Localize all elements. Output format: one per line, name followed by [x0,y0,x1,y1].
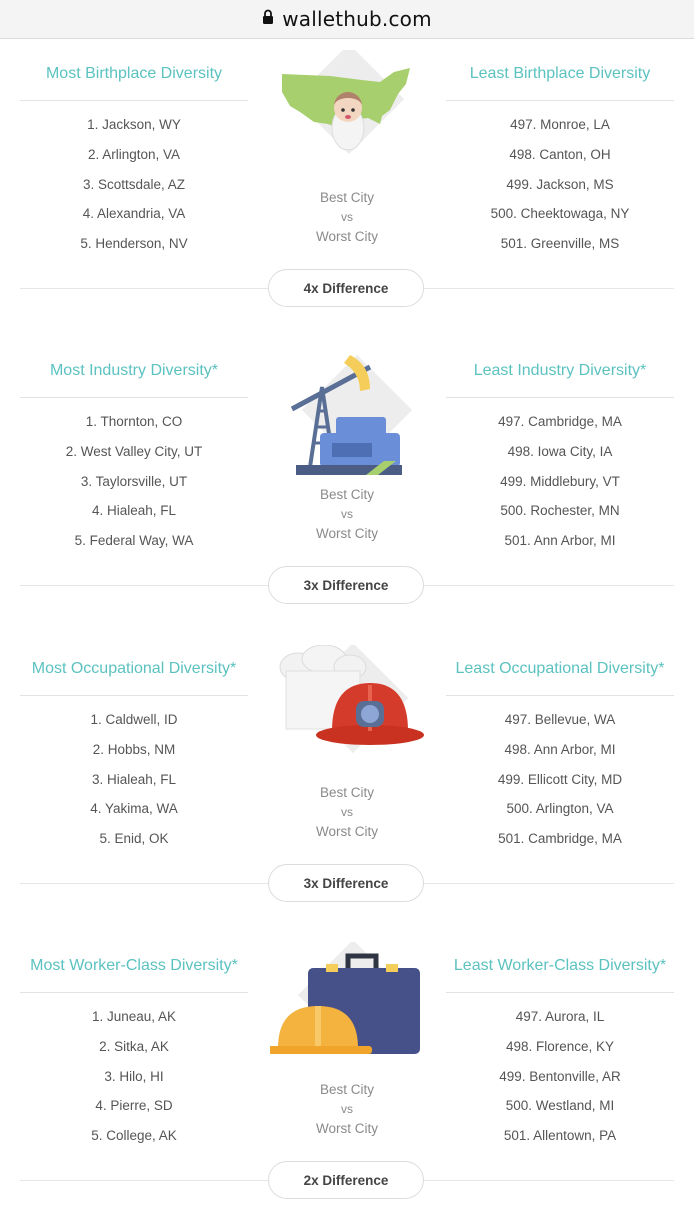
right-title: Least Worker-Class Diversity* [453,957,667,974]
list-item: 5. Enid, OK [99,831,169,847]
vs-label: vs [341,209,353,224]
best-vs-worst [290,1080,404,1139]
worst-city-label: Worst City [315,824,378,839]
list-item: 3. Hilo, HI [104,1068,164,1084]
list-item: 1. Thornton, CO [85,414,183,429]
list-item: 4. Alexandria, VA [82,206,186,222]
most-list [20,1002,248,1151]
list-item: 498. Ann Arbor, MI [504,741,616,757]
list-item: 2. Arlington, VA [87,146,181,162]
most-list [20,110,248,259]
list-item: 3. Scottsdale, AZ [82,176,186,192]
list-item: 2. West Valley City, UT [65,443,203,459]
worst-city-label: Worst City [315,229,378,244]
divider [20,695,248,696]
left-title: Most Industry Diversity* [49,362,219,379]
divider [20,100,248,101]
list-item: 499. Bentonville, AR [499,1068,621,1084]
divider [20,397,248,398]
left-title: Most Worker-Class Diversity* [30,957,238,974]
best-city-label: Best City [319,785,374,800]
best-city-label: Best City [319,1082,374,1097]
section-worker-class [0,930,694,1227]
section-industry [0,335,694,632]
list-item: 1. Juneau, AK [91,1009,177,1024]
most-list [20,705,248,854]
list-item: 498. Canton, OH [509,146,611,162]
list-item: 501. Greenville, MS [500,236,620,252]
list-item: 1. Jackson, WY [87,117,181,132]
divider [20,992,248,993]
list-item: 497. Aurora, IL [515,1009,605,1024]
left-title: Most Occupational Diversity* [31,660,237,677]
list-item: 1. Caldwell, ID [90,712,178,727]
list-item: 499. Ellicott City, MD [497,771,623,787]
list-item: 499. Jackson, MS [506,176,614,192]
vs-label: vs [341,804,353,819]
list-item: 2. Sitka, AK [99,1038,169,1054]
list-item: 499. Middlebury, VT [500,473,620,489]
difference-badge: 2x Difference [268,1161,424,1199]
difference-badge: 3x Difference [268,566,424,604]
list-item: 497. Cambridge, MA [498,414,622,429]
lock-icon [262,9,274,30]
list-item: 4. Pierre, SD [95,1098,173,1114]
list-item: 4. Hialeah, FL [91,503,177,519]
worst-city-label: Worst City [315,1121,378,1136]
list-item: 5. Federal Way, WA [74,533,194,549]
list-item: 500. Westland, MI [505,1098,615,1114]
list-item: 500. Cheektowaga, NY [490,206,630,222]
list-item: 500. Rochester, MN [500,503,620,519]
divider [446,695,674,696]
difference-badge: 3x Difference [268,864,424,902]
section-occupational [0,633,694,930]
vs-label: vs [341,506,353,521]
right-title: Least Birthplace Diversity [469,65,651,82]
briefcase-hard-hat-icon [270,942,420,1062]
section-birthplace [0,38,694,335]
list-item: 498. Iowa City, IA [507,443,613,459]
best-vs-worst [290,188,404,247]
list-item: 500. Arlington, VA [506,801,614,817]
least-list [446,407,674,556]
difference-badge: 4x Difference [268,269,424,307]
least-list [446,705,674,854]
list-item: 3. Hialeah, FL [91,771,177,787]
list-item: 4. Yakima, WA [90,801,178,817]
divider [446,397,674,398]
left-title: Most Birthplace Diversity [45,65,223,82]
list-item: 498. Florence, KY [505,1038,615,1054]
best-city-label: Best City [319,190,374,205]
most-list [20,407,248,556]
list-item: 501. Allentown, PA [503,1128,617,1144]
list-item: 2. Hobbs, NM [92,741,176,757]
divider [446,992,674,993]
list-item: 5. College, AK [91,1128,177,1144]
worst-city-label: Worst City [315,526,378,541]
list-item: 501. Ann Arbor, MI [504,533,616,549]
vs-label: vs [341,1101,353,1116]
best-vs-worst [290,783,404,842]
right-title: Least Occupational Diversity* [455,660,665,677]
url-text: wallethub.com [282,7,432,31]
browser-url-bar[interactable] [0,0,694,39]
list-item: 497. Bellevue, WA [504,712,616,727]
oil-pump-sewing-machine-icon [270,347,420,467]
best-city-label: Best City [319,487,374,502]
divider [446,100,674,101]
list-item: 497. Monroe, LA [510,117,610,132]
best-vs-worst [290,485,404,544]
least-list [446,110,674,259]
right-title: Least Industry Diversity* [473,362,647,379]
least-list [446,1002,674,1151]
usa-map-baby-icon [270,50,420,170]
chef-hat-firefighter-helmet-icon [270,645,420,765]
list-item: 501. Cambridge, MA [498,831,622,847]
list-item: 5. Henderson, NV [80,236,188,252]
list-item: 3. Taylorsville, UT [80,473,188,489]
